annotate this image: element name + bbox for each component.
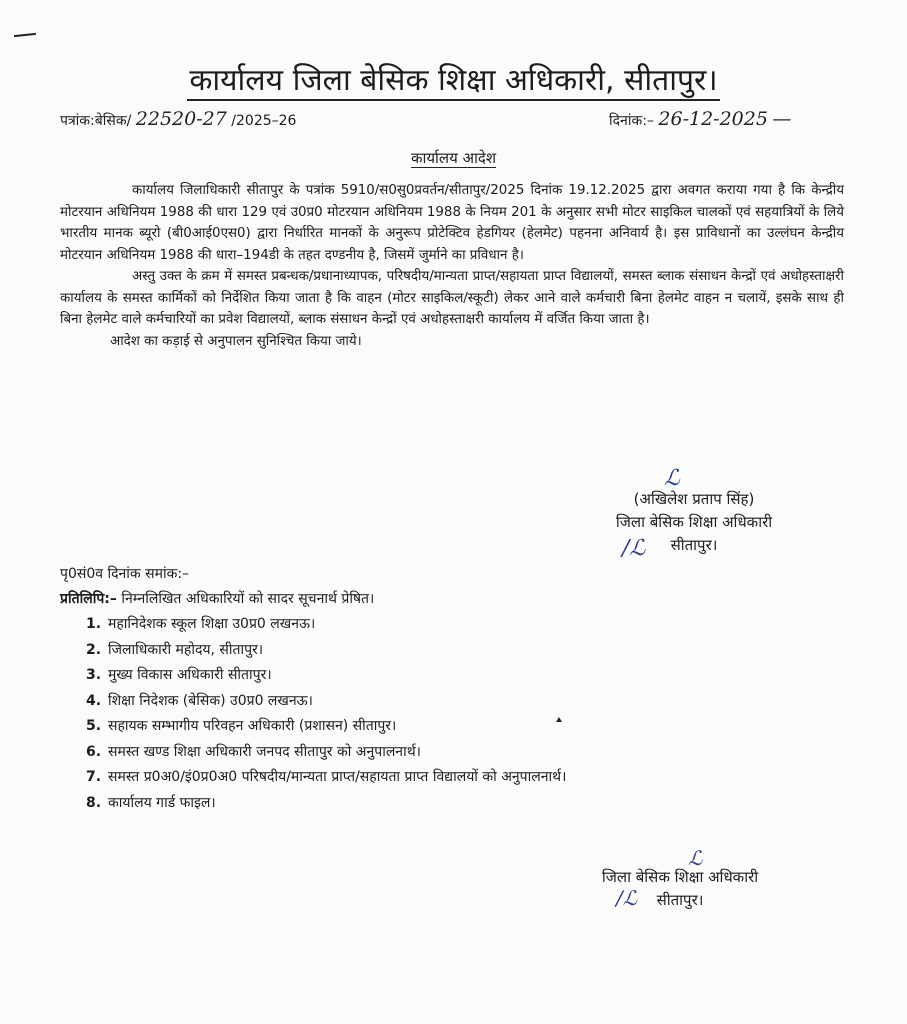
- list-item-number: 6.: [86, 743, 102, 760]
- list-item: [86, 765, 566, 791]
- signatory-place: सीतापुर।: [656, 891, 704, 909]
- list-item-number: 8.: [86, 794, 102, 811]
- list-item-text: समस्त खण्ड शिक्षा अधिकारी जनपद सीतापुर को अनुपालनार्थ।: [108, 743, 421, 760]
- list-item: [86, 791, 566, 817]
- list-item-number: 1.: [86, 616, 102, 632]
- reference-label: पत्रांक:बेसिक/: [60, 113, 132, 129]
- signature-block-1: [584, 488, 804, 557]
- copy-label: प्रतिलिपि:–: [60, 591, 117, 607]
- signature-scribble-icon: ℒ: [688, 846, 703, 870]
- order-body: [60, 180, 844, 352]
- copy-ref-line: पृ0सं0व दिनांक समांक:–: [60, 566, 190, 582]
- list-item-number: 3.: [86, 667, 102, 683]
- copy-intro: निम्नलिखित अधिकारियों को सादर सूचनार्थ प्रेषित।: [116, 591, 375, 607]
- document-date: [609, 108, 791, 130]
- list-item: [86, 689, 566, 715]
- list-item: [86, 638, 566, 664]
- list-item-number: 4.: [86, 692, 102, 709]
- signatory-designation: जिला बेसिक शिक्षा अधिकारी: [615, 513, 773, 531]
- list-item-number: 5.: [86, 718, 102, 734]
- list-item-text: शिक्षा निदेशक (बेसिक) उ0प्र0 लखनऊ।: [108, 692, 313, 709]
- list-item: [86, 663, 566, 689]
- list-item: [86, 612, 566, 638]
- signatory-designation: जिला बेसिक शिक्षा अधिकारी: [601, 868, 759, 886]
- signature-scribble-icon: ℒ: [664, 466, 680, 491]
- list-item-number: 2.: [86, 641, 102, 658]
- list-item: [86, 740, 566, 766]
- date-dash-mark: —: [772, 108, 792, 130]
- order-heading-text: कार्यालय आदेश: [410, 149, 497, 167]
- list-item-text: महानिदेशक स्कूल शिक्षा उ0प्र0 लखनऊ।: [108, 616, 316, 632]
- pen-dash-mark: [14, 33, 36, 37]
- reference-number-handwritten: 22520-27: [135, 108, 227, 130]
- copy-section: [60, 562, 566, 816]
- date-label: दिनांक:–: [609, 113, 654, 129]
- list-item-text: समस्त प्र0अ0/इं0प्र0अ0 परिषदीय/मान्यता प्राप्त/सहायता प्राप्त विद्यालयों को अनुपालनार्थ।: [108, 769, 567, 785]
- office-title: [0, 58, 907, 99]
- list-item: [86, 714, 566, 740]
- list-item-text: कार्यालय गार्ड फाइल।: [108, 794, 216, 811]
- initials-scribble-icon: ∕ℒ: [622, 536, 646, 561]
- office-title-text: कार्यालय जिला बेसिक शिक्षा अधिकारी, सीतापुर।: [187, 63, 719, 101]
- body-paragraph-2: अस्तु उक्त के क्रम में समस्त प्रबन्धक/प्रधानाध्यापक, परिषदीय/मान्यता प्राप्त/सहायता प्राप्त विद्यालयों, समस्त ब्लाक संसाधन केन्द्रों एवं अधोहस्ताक्षरी कार्यालय के समस्त कार्मिकों को निर्देशित किया जाता है कि वाहन (मोटर साइकिल/स्कूटी) लेकर आने वाले कर्मचारी बिना हेलमेट वाहन न चलायें, इसके साथ ही बिना हेलमेट वाले कर्मचारियों का प्रवेश विद्यालयों, ब्लाक संसाधन केन्द्रों एवं अधोहस्ताक्षरी कार्यालय में वर्जित किया जाता है।: [60, 269, 844, 327]
- signatory-place: सीतापुर।: [670, 536, 718, 554]
- initials-scribble-icon: ∕ℒ: [616, 886, 638, 910]
- copy-recipients-list: [60, 612, 566, 816]
- list-item-text: मुख्य विकास अधिकारी सीतापुर।: [108, 667, 272, 683]
- date-handwritten: 26-12-2025: [658, 108, 768, 130]
- signatory-name: (अखिलेश प्रताप सिंह): [633, 490, 755, 508]
- list-item-text: जिलाधिकारी महोदय, सीतापुर।: [108, 641, 264, 658]
- list-item-text: सहायक सम्भागीय परिवहन अधिकारी (प्रशासन) सीतापुर।: [108, 718, 397, 734]
- signature-block-2: [560, 866, 800, 912]
- body-paragraph-1: कार्यालय जिलाधिकारी सीतापुर के पत्रांक 5910/स0सु0प्रवर्तन/सीतापुर/2025 दिनांक 19.12.2025 द्वारा अवगत कराया गया है कि केन्द्रीय मोटरयान अधिनियम 1988 की धारा 129 एवं उ0प्र0 मोटरयान अधिनियम 1988 के नियम 201 के अनुसार सभी मोटर साइकिल चालकों एवं सहयात्रियों के लिये भारतीय मानक ब्यूरो (बी0आई0एस0) द्वारा निर्धारित मानकों के अनुरूप प्रोटेक्टिव हेडगियर (हेलमेट) पहनना अनिवार्य है। इस प्राविधानों का उल्लंघन केन्द्रीय मोटरयान अधिनियम 1988 की धारा–194डी के तहत दण्डनीय है, जिसमें जुर्माने का प्रविधान है।: [60, 183, 844, 263]
- list-item-number: 7.: [86, 769, 102, 785]
- body-paragraph-3: आदेश का कड़ाई से अनुपालन सुनिश्चित किया जाये।: [110, 333, 362, 349]
- ink-speck-mark: [556, 717, 562, 722]
- order-heading: [0, 148, 907, 168]
- reference-year: /2025–26: [231, 113, 297, 129]
- reference-number: [60, 108, 296, 130]
- copy-intro-line: [60, 587, 566, 612]
